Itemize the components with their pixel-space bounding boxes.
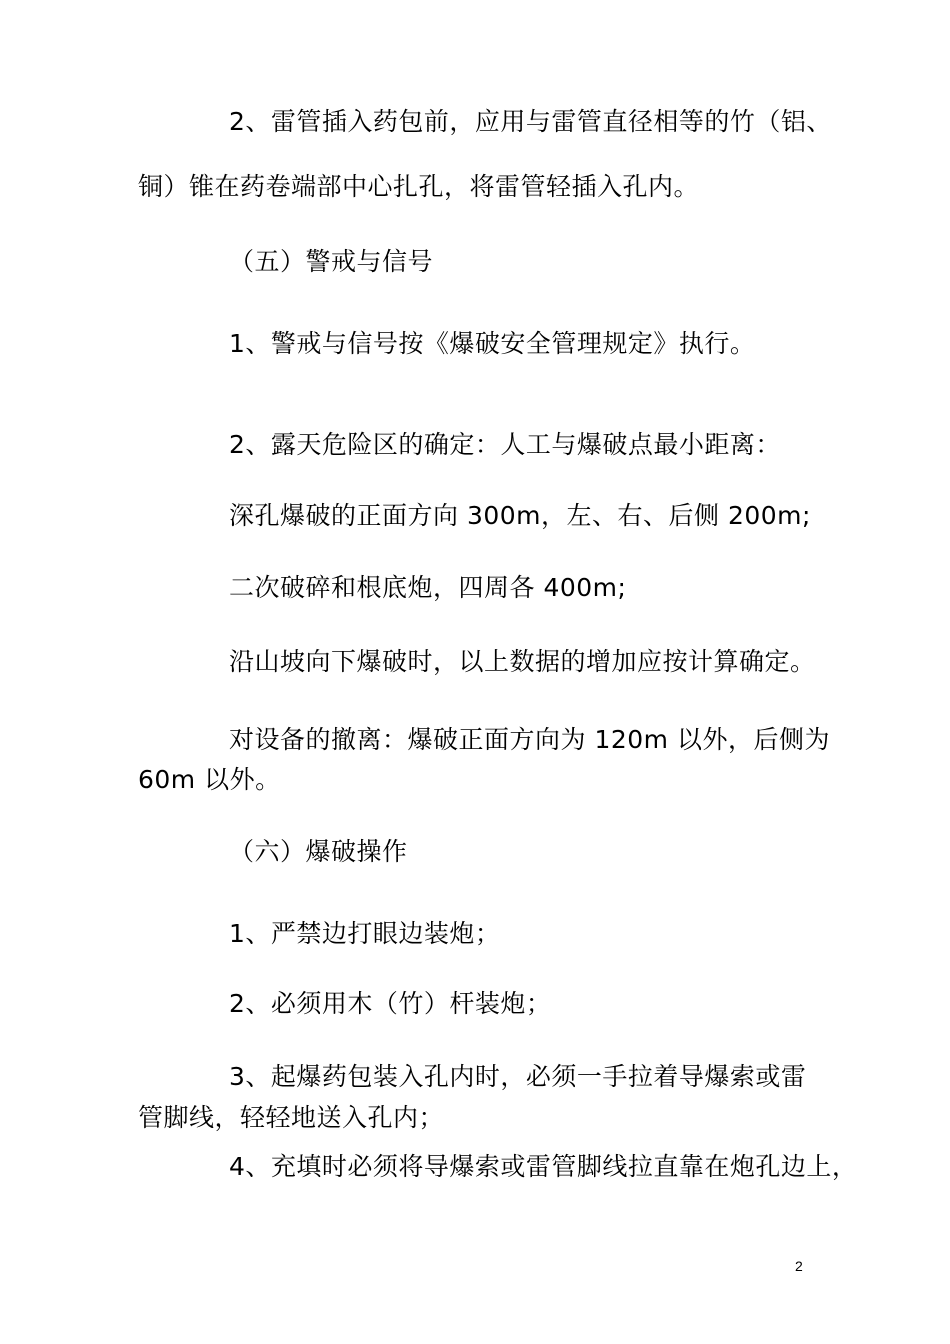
page-number: 2: [795, 1258, 803, 1274]
paragraph-line-rule-1: 1、严禁边打眼边装炮；: [229, 919, 501, 948]
paragraph-line-deep-hole-distance: 深孔爆破的正面方向 300m，左、右、后侧 200m;: [229, 501, 811, 530]
paragraph-line-danger-zone: 2、露天危险区的确定：人工与爆破点最小距离：: [229, 430, 781, 459]
paragraph-line-slope-blasting: 沿山坡向下爆破时，以上数据的增加应按计算确定。: [229, 647, 816, 676]
paragraph-line-detonator-insert: 2、雷管插入药包前，应用与雷管直径相等的竹（铝、: [229, 107, 832, 136]
paragraph-line-equipment-evacuation: 对设备的撤离：爆破正面方向为 120m 以外，后侧为: [229, 725, 830, 754]
paragraph-line-rule-4: 4、充填时必须将导爆索或雷管脚线拉直靠在炮孔边上，: [229, 1152, 858, 1181]
paragraph-line-warning-rules: 1、警戒与信号按《爆破安全管理规定》执行。: [229, 329, 756, 358]
paragraph-line-rule-2: 2、必须用木（竹）杆装炮；: [229, 989, 552, 1018]
paragraph-line-detonator-insert-cont: 铜）锥在药卷端部中心扎孔，将雷管轻插入孔内。: [138, 172, 700, 201]
paragraph-line-rule-3: 3、起爆药包装入孔内时，必须一手拉着导爆索或雷: [229, 1062, 807, 1091]
paragraph-line-rule-3-cont: 管脚线，轻轻地送入孔内；: [138, 1103, 445, 1132]
paragraph-line-equipment-evacuation-cont: 60m 以外。: [138, 765, 281, 794]
paragraph-line-secondary-breaking: 二次破碎和根底炮，四周各 400m;: [229, 573, 627, 602]
section-heading-blasting-operation: （六）爆破操作: [229, 837, 408, 866]
section-heading-warning-signal: （五）警戒与信号: [229, 247, 434, 276]
